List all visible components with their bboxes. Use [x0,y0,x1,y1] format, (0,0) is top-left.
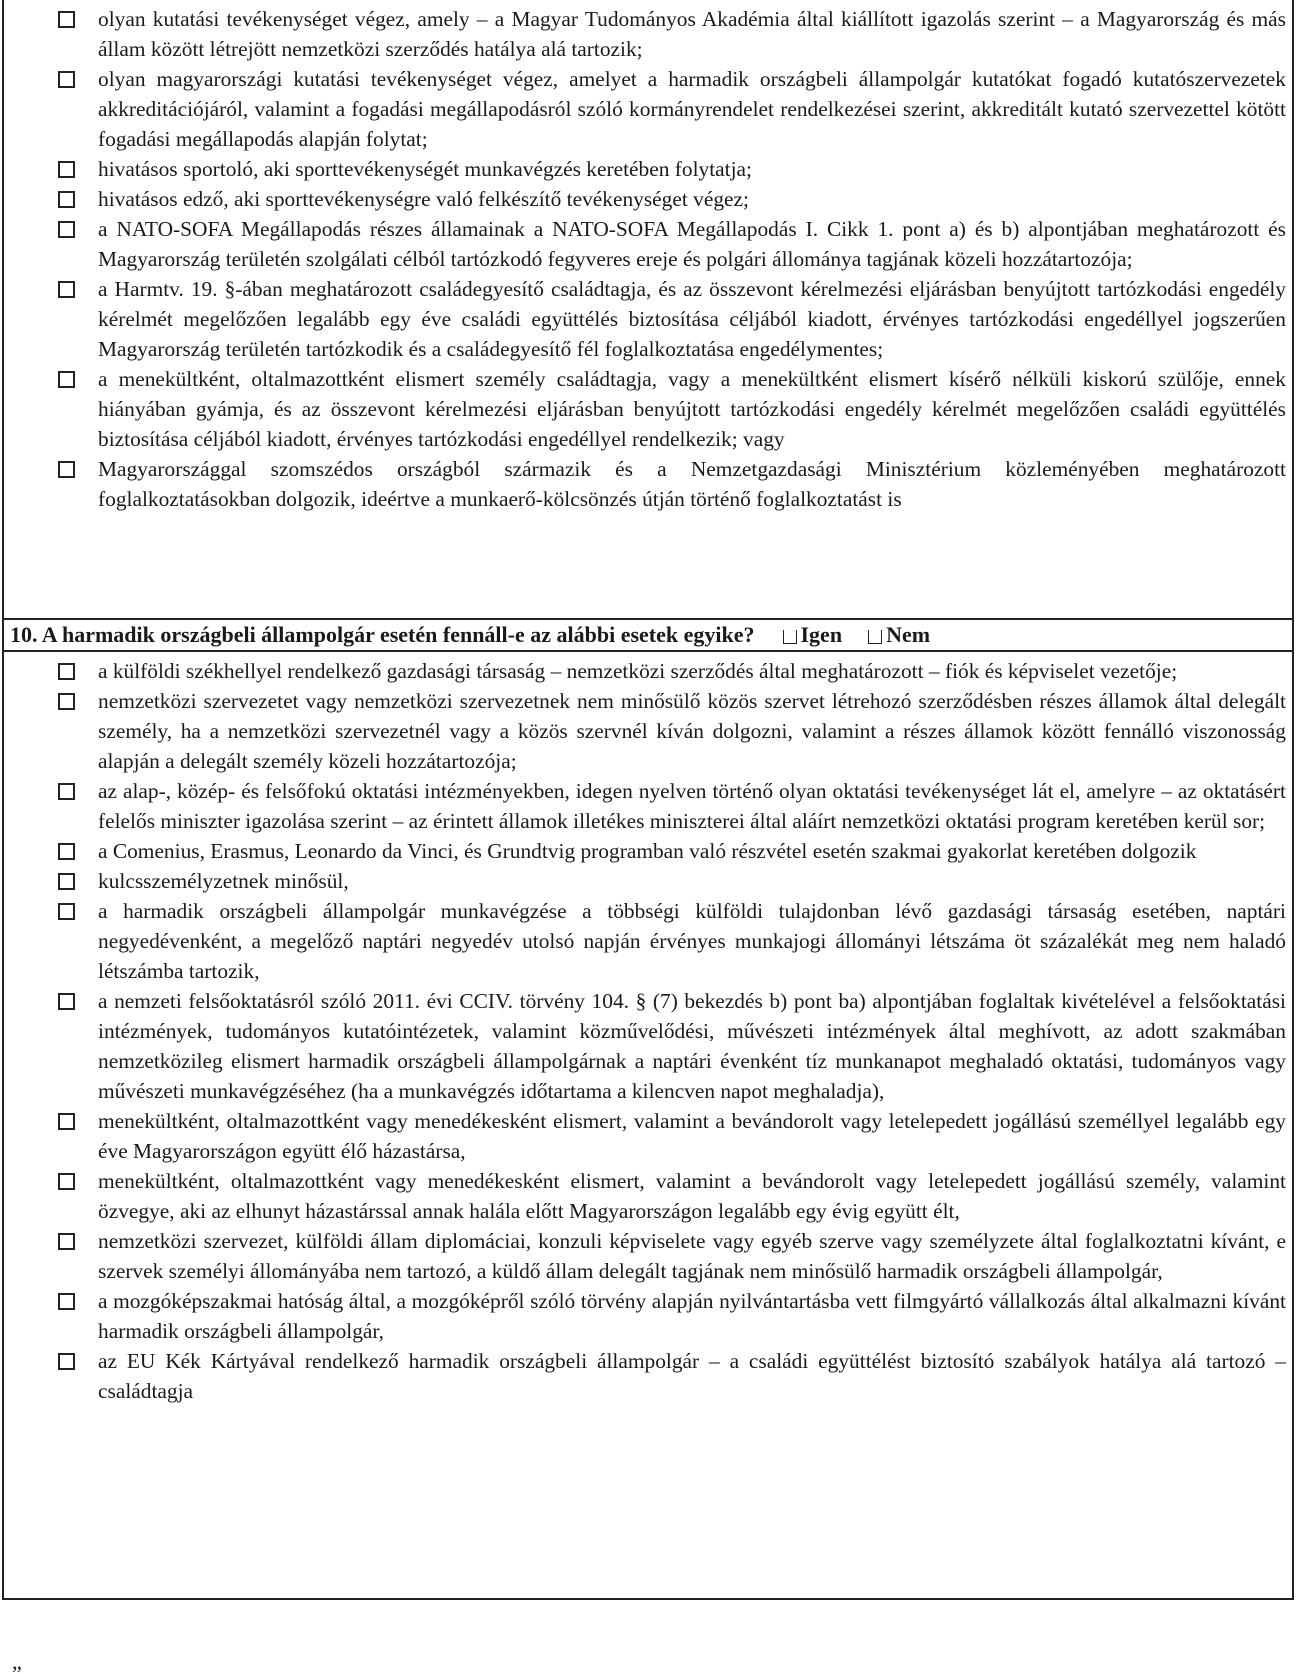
list-item [4,836,1292,866]
checkbox[interactable] [58,191,75,208]
checkbox[interactable] [58,371,75,388]
checkbox[interactable] [58,843,75,860]
section-b-list [4,652,1292,1406]
checkbox[interactable] [58,1293,75,1310]
checkbox[interactable] [58,71,75,88]
list-item [4,866,1292,896]
section-a [4,0,1292,618]
section-a-list [4,0,1292,514]
question-row [4,618,1292,652]
checkbox[interactable] [58,221,75,238]
item-text: a menekültként, oltalmazottként elismert személy családtagja, vagy a menekültként elismert kísérő nélküli kiskorú szülője, ennek hiányában gyámja, és az összevont kérelmezési eljárásban benyújtott tartózkodási engedély kérelmét megelőzően családi együttélés biztosítása céljából kiadott, érvényes tartózkodási engedéllyel rendelkezik; vagy [98,367,1286,451]
checkbox[interactable] [58,1173,75,1190]
checkbox[interactable] [58,903,75,920]
item-text: a NATO-SOFA Megállapodás részes államainak a NATO-SOFA Megállapodás I. Cikk 1. pont a) és b) alpontjában meghatározott és Magyarország területén szolgálati célból tartózkodó fegyveres ereje és polgári állománya tagjának közeli hozzátartozója; [98,217,1286,271]
list-item [4,1106,1292,1166]
list-item [4,1286,1292,1346]
checkbox[interactable] [58,461,75,478]
checkbox[interactable] [58,161,75,178]
item-text: hivatásos sportoló, aki sporttevékenységét munkavégzés keretében folytatja; [98,157,752,181]
list-item [4,1226,1292,1286]
yes-option[interactable] [783,622,843,648]
checkbox[interactable] [58,1113,75,1130]
checkbox[interactable] [58,873,75,890]
item-text: nemzetközi szervezetet vagy nemzetközi szervezetnek nem minősülő közös szervet létrehozó szerződésben részes államok által delegált személy, ha a nemzetközi szervezetnél vagy a közös szervnél kíván dolgozni, valamint a részes államok között fennálló viszonosság alapján a delegált személy közeli hozzátartozója; [98,689,1286,773]
checkbox[interactable] [58,693,75,710]
item-text: Magyarországgal szomszédos országból származik és a Nemzetgazdasági Minisztérium közleményében meghatározott foglalkoztatásokban dolgozik, ideértve a munkaerő-kölcsönzés útján történő foglalkoztatást is [98,457,1286,511]
closing-quote-mark: „ [12,1649,22,1674]
item-text: a mozgóképszakmai hatóság által, a mozgóképről szóló törvény alapján nyilvántartásba vett filmgyártó vállalkozás által alkalmazni kívánt harmadik országbeli állampolgár, [98,1289,1286,1343]
list-item [4,154,1292,184]
list-item [4,214,1292,274]
item-text: a harmadik országbeli állampolgár munkavégzése a többségi külföldi tulajdonban lévő gazdasági társaság esetében, naptári negyedévenként, a megelőző naptári negyedév utolsó napján érvényes munkajogi állományi létszáma öt százalékát meg nem haladó létszámba tartozik, [98,899,1286,983]
checkbox[interactable] [58,1233,75,1250]
item-text: olyan kutatási tevékenységet végez, amely – a Magyar Tudományos Akadémia által kiállított igazolás szerint – a Magyarország és más állam között létrejött nemzetközi szerződés hatálya alá tartozik; [98,7,1286,61]
form-table [2,0,1294,1600]
list-item [4,1346,1292,1406]
item-text: a Harmtv. 19. §-ában meghatározott családegyesítő családtagja, és az összevont kérelmezési eljárásban benyújtott tartózkodási engedély kérelmét megelőzően legalább egy éve családi együttélés biztosítása céljából kiadott, érvényes tartózkodási engedéllyel jogszerűen Magyarország területén tartózkodik és a családegyesítő fél foglalkoztatása engedélymentes; [98,277,1286,361]
section-b [4,652,1292,1406]
item-text: olyan magyarországi kutatási tevékenységet végez, amelyet a harmadik országbeli állampolgár kutatókat fogadó kutatószervezetek akkreditációjáról, valamint a fogadási megállapodásról szóló kormányrendelet rendelkezései szerint, akkreditált kutató szervezettel kötött fogadási megállapodás alapján folytat; [98,67,1286,151]
item-text: a Comenius, Erasmus, Leonardo da Vinci, és Grundtvig programban való részvétel esetén szakmai gyakorlat keretében dolgozik [98,839,1197,863]
list-item [4,454,1292,514]
list-item [4,64,1292,154]
checkbox[interactable] [58,1353,75,1370]
item-text: az alap-, közép- és felsőfokú oktatási intézményekben, idegen nyelven történő olyan oktatási tevékenységet lát el, amelyre – az oktatásért felelős miniszter igazolása szerint – az érintett államok illetékes miniszterei által aláírt nemzetközi oktatási program keretében kerül sor; [98,779,1286,833]
list-item [4,656,1292,686]
list-item [4,1166,1292,1226]
item-text: nemzetközi szervezet, külföldi állam diplomáciai, konzuli képviselete vagy egyéb szerve vagy személyzete által foglalkoztatni kívánt, e szervek személyi állományába nem tartozó, a küldő állam delegált tagjának nem minősülő harmadik országbeli állampolgár, [98,1229,1286,1283]
yes-checkbox[interactable] [783,630,797,644]
list-item [4,896,1292,986]
list-item [4,274,1292,364]
list-item [4,686,1292,776]
item-text: a külföldi székhellyel rendelkező gazdasági társaság – nemzetközi szerződés által meghatározott – fiók és képviselet vezetője; [98,659,1178,683]
list-item [4,184,1292,214]
list-item [4,986,1292,1106]
yes-no-options [783,622,931,648]
yes-label: Igen [800,622,843,647]
checkbox[interactable] [58,663,75,680]
item-text: kulcsszemélyzetnek minősül, [98,869,349,893]
checkbox[interactable] [58,993,75,1010]
item-text: hivatásos edző, aki sporttevékenységre való felkészítő tevékenységet végez; [98,187,749,211]
no-option[interactable] [868,622,930,648]
checkbox[interactable] [58,11,75,28]
no-checkbox[interactable] [868,630,882,644]
checkbox[interactable] [58,783,75,800]
question-text: 10. A harmadik országbeli állampolgár esetén fennáll-e az alábbi esetek egyike? [10,622,755,647]
item-text: a nemzeti felsőoktatásról szóló 2011. évi CCIV. törvény 104. § (7) bekezdés b) pont ba) alpontjában foglaltak kivételével a felsőoktatási intézmények, tudományos kutatóintézetek, valamint közművelődési, művészeti intézmények által meghívott, az adott szakmában nemzetközileg elismert harmadik országbeli állampolgárnak a naptári évenként tíz munkanapot meghaladó oktatási, tudományos vagy művészeti munkavégzéséhez (ha a munkavégzés időtartama a kilencven napot meghaladja), [98,989,1286,1103]
no-label: Nem [886,622,931,647]
list-item [4,4,1292,64]
item-text: az EU Kék Kártyával rendelkező harmadik országbeli állampolgár – a családi együttélést biztosító szabályok hatálya alá tartozó – családtagja [98,1349,1286,1403]
item-text: menekültként, oltalmazottként vagy menedékesként elismert, valamint a bevándorolt vagy letelepedett jogállású személlyel legalább egy éve Magyarországon együtt élő házastársa, [98,1109,1286,1163]
checkbox[interactable] [58,281,75,298]
list-item [4,776,1292,836]
item-text: menekültként, oltalmazottként vagy menedékesként elismert, valamint a bevándorolt vagy letelepedett jogállású személy, valamint özvegye, aki az elhunyt házastárssal annak halála előtt Magyarországon legalább egy évig együtt élt, [98,1169,1286,1223]
list-item [4,364,1292,454]
